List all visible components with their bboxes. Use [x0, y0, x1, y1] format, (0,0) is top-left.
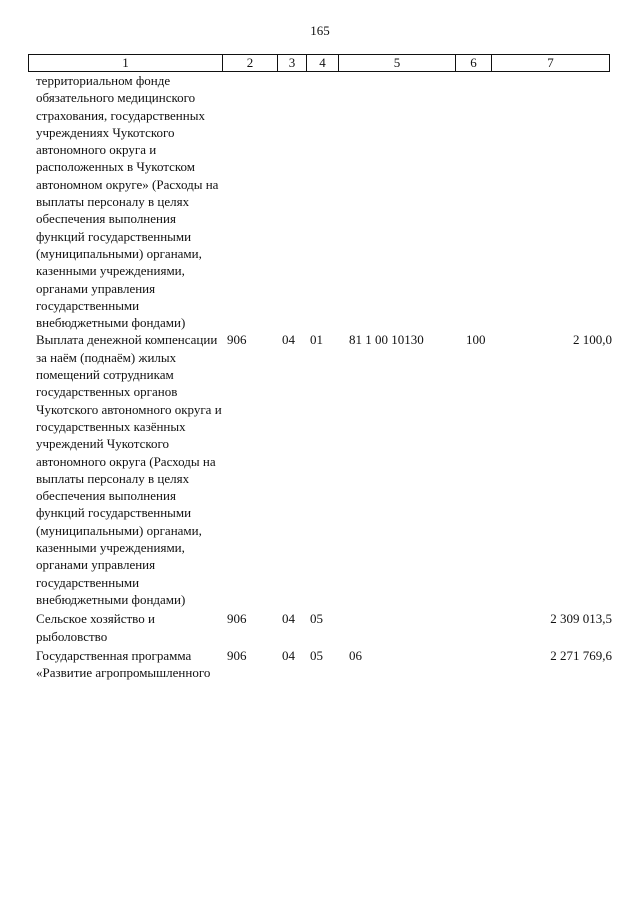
- column-header-4: 4: [307, 55, 339, 72]
- column-header-5: 5: [339, 55, 456, 72]
- table-row: [0, 331, 640, 608]
- column-header-6: 6: [456, 55, 492, 72]
- row-description: Выплата денежной компенсации за наём (поднаём) жилых помещений сотрудникам государственных органов Чукотского автономного округа и государственных казённых учреждений Чукотского автономного округа (Расходы на выплаты персоналу в целях обеспечения выполнения функций государственными (муниципальными) органами, казенными учреждениями, органами управления государственными внебюджетными фондами): [36, 332, 222, 607]
- expense-type-code: 100: [466, 332, 486, 348]
- table-row: [0, 72, 640, 331]
- column-header-1: 1: [29, 55, 223, 72]
- subsection-code: 05: [310, 611, 323, 627]
- row-description: Государственная программа «Развитие агропромышленного: [36, 647, 211, 681]
- ministry-code: 906: [227, 332, 247, 348]
- column-header-7: 7: [492, 55, 610, 72]
- ministry-code: 906: [227, 647, 247, 663]
- section-code: 04: [282, 647, 295, 663]
- target-article-code: 81 1 00 10130: [349, 332, 424, 348]
- section-code: 04: [282, 611, 295, 627]
- table-row: [0, 610, 640, 645]
- table-row: [0, 647, 640, 682]
- target-article-code: 06: [349, 647, 362, 663]
- column-header-row: [28, 54, 610, 72]
- subsection-code: 01: [310, 332, 323, 348]
- row-description: Сельское хозяйство и рыболовство: [36, 611, 155, 644]
- amount: 2 309 013,5: [550, 611, 612, 627]
- row-description: территориальном фонде обязательного медицинского страхования, государственных учреждениях Чукотского автономного округа и расположенных в Чукотском автономном округе» (Расходы на выплаты персоналу в целях обеспечения выполнения функций государственными (муниципальными) органами, казенными учреждениями, органами управления государственными внебюджетными фондами): [36, 73, 219, 331]
- ministry-code: 906: [227, 611, 247, 627]
- column-header-2: 2: [223, 55, 278, 72]
- budget-table-body: [0, 72, 640, 681]
- amount: 2 271 769,6: [550, 647, 612, 663]
- section-code: 04: [282, 332, 295, 348]
- column-header-3: 3: [278, 55, 307, 72]
- amount: 2 100,0: [573, 332, 612, 348]
- subsection-code: 05: [310, 647, 323, 663]
- page-number: 165: [310, 23, 330, 38]
